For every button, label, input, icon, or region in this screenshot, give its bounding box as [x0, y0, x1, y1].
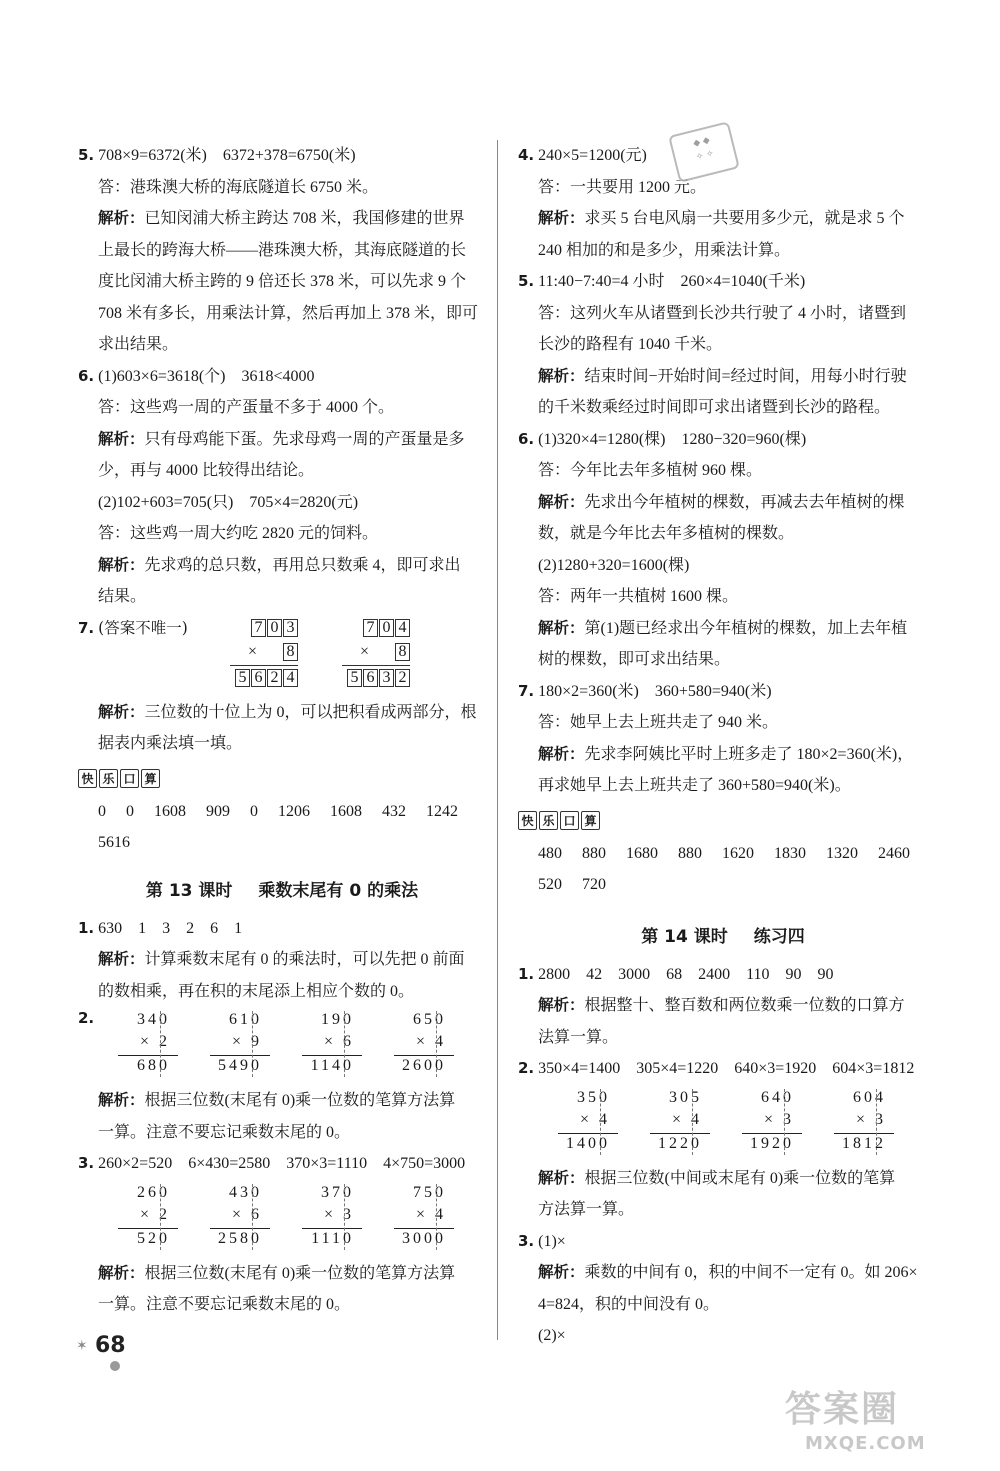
calc-product: 680: [137, 1057, 170, 1074]
watermark-en: MXQE.COM: [805, 1433, 926, 1454]
calc-product: 1920: [750, 1134, 794, 1152]
left-line: [78, 361, 486, 393]
q2-vertical-calcs: [78, 1007, 486, 1085]
left-answer-block-1: [78, 140, 486, 613]
left-q3-vertical-calc: [284, 1180, 376, 1258]
left-analysis-label: 解析：: [98, 950, 145, 968]
left-text: (1)603×6=3618(个) 3618<4000: [98, 367, 315, 385]
left-text: 一算。注意不要忘记乘数末尾的 0。: [98, 1296, 351, 1313]
calc-multiplier: × 2: [139, 1205, 170, 1223]
q3-vertical-calcs: [78, 1180, 486, 1258]
lesson-13-number: 第 13 课时: [145, 880, 233, 901]
watermark-cn: 答案圈: [785, 1389, 900, 1430]
right-question-number: 7.: [518, 681, 535, 700]
right-text: 根据三位数(中间或末尾有 0)乘一位数的笔算: [584, 1169, 896, 1187]
right-line: [518, 518, 928, 550]
left-q3-vertical-calc: [192, 1180, 284, 1258]
decorative-dot: [110, 1361, 120, 1371]
left-q2-vertical-calc: [192, 1007, 284, 1085]
left-line: [78, 518, 486, 550]
left-text: 708×9=6372(米) 6372+378=6750(米): [98, 147, 356, 164]
right-text: 180×2=360(米) 360+580=940(米): [538, 682, 772, 700]
left-line: [78, 581, 486, 613]
right-text: 先求出今年植树的棵数，再减去去年植树的棵: [584, 493, 905, 511]
calc-multiplier: × 6: [231, 1205, 262, 1223]
left-answer-block-2: [78, 697, 486, 760]
right-text: 答：一共要用 1200 元。: [538, 178, 707, 196]
calc-product: 2580: [218, 1229, 262, 1247]
calc-rule: [394, 1055, 454, 1056]
digit-box: 5: [347, 669, 362, 687]
right-text: (2)×: [538, 1327, 566, 1344]
left-question-number: 3.: [78, 1154, 95, 1172]
column-divider: [497, 140, 498, 1340]
oral-answers-right-line-2: 520 720: [538, 876, 606, 893]
digit-box: 5: [235, 669, 250, 687]
digit-box: 7: [251, 619, 266, 637]
left-analysis-label: 解析：: [98, 1263, 145, 1282]
left-text: 630 1 3 2 6 1: [98, 919, 243, 937]
grid-row-multiplier: [244, 643, 298, 661]
digit-box: 8: [395, 643, 410, 661]
left-text: 只有母鸡能下蛋。先求母鸡一周的产蛋量是多: [144, 430, 465, 448]
grid-row-multiplicand: [250, 619, 298, 637]
left-line: [78, 728, 486, 760]
left-line: [78, 550, 486, 582]
box-grid-1: [228, 619, 298, 689]
right-analysis-label: 解析：: [538, 1168, 585, 1187]
right-line: [518, 203, 928, 235]
left-text: 已知闵浦大桥主跨达 708 米，我国修建的世界: [144, 210, 465, 227]
kuaile-char-box: 口: [560, 811, 579, 830]
calc-multiplicand: 650: [413, 1011, 446, 1028]
right-question-number: 6.: [518, 429, 535, 448]
calc-multiplicand: 430: [229, 1183, 262, 1201]
calc-multiplicand: 610: [229, 1011, 262, 1028]
left-q3-vertical-calc: [376, 1180, 468, 1258]
calc-rule: [302, 1055, 362, 1056]
calc-rule: [558, 1133, 618, 1134]
oral-answers-right-line-1: 480 880 1680 880 1620 1830 1320 2460: [538, 844, 910, 862]
kuaile-char-box: 算: [581, 811, 600, 830]
calc-product: 2600: [402, 1057, 446, 1074]
right-text: 根据整十、整百数和两位数乘一位数的口算方: [584, 997, 905, 1014]
right-line: [518, 613, 928, 645]
left-line: [78, 1117, 486, 1149]
box-grid-2: [340, 619, 410, 689]
right-line: [518, 990, 928, 1022]
calc-rule: [118, 1055, 178, 1056]
times-sign: ×: [359, 642, 370, 660]
right-answer-block-2: [518, 959, 928, 1085]
digit-box: 4: [283, 669, 298, 687]
grid-rule: [230, 665, 298, 666]
left-line: [78, 392, 486, 424]
right-text: 第(1)题已经求出今年植树的棵数，加上去年植: [584, 619, 908, 637]
right-question-number: 2.: [518, 1059, 535, 1077]
right-text: 答：两年一共植树 1600 棵。: [538, 588, 739, 605]
left-q3-vertical-calc: [100, 1180, 192, 1258]
right-line: [518, 424, 928, 456]
right-text: 数，就是今年比去年多植树的棵数。: [538, 525, 795, 542]
left-q2-vertical-calc: [284, 1007, 376, 1085]
calc-rule: [210, 1055, 270, 1056]
right-line: [518, 770, 928, 802]
left-question-number: 5.: [78, 146, 95, 164]
right-text: 的千米数乘经过时间即可求出诸暨到长沙的路程。: [538, 399, 891, 416]
left-line: [78, 298, 486, 330]
left-text: 答：这些鸡一周大约吃 2820 元的饲料。: [98, 525, 379, 542]
left-line: [78, 455, 486, 487]
q7-number: 7.: [78, 618, 95, 637]
calc-multiplier: × 3: [323, 1205, 354, 1223]
right-text: (1)×: [538, 1232, 566, 1250]
oral-answers-line-2: 5616: [98, 834, 130, 851]
calc-product: 1812: [842, 1134, 886, 1152]
right-line: [518, 392, 928, 424]
calc-multiplicand: 260: [137, 1183, 170, 1201]
right-text: 答：今年比去年多植树 960 棵。: [538, 462, 763, 479]
digit-box: 2: [267, 669, 282, 687]
left-text: 根据三位数(末尾有 0)乘一位数的笔算方法算: [144, 1092, 456, 1109]
calc-multiplier: × 6: [323, 1033, 354, 1050]
left-q2-vertical-calc: [376, 1007, 468, 1085]
kuaile-kousuan-label: [78, 764, 486, 794]
calc-rule: [394, 1228, 454, 1229]
left-text: 答：港珠澳大桥的海底隧道长 6750 米。: [98, 178, 379, 196]
right-line: [518, 676, 928, 708]
calc-rule: [650, 1133, 710, 1134]
right-line: [518, 298, 928, 330]
left-analysis-label: 解析：: [98, 702, 145, 721]
right-text: 240 相加的和是多少，用乘法计算。: [538, 241, 791, 259]
right-text: (2)1280+320=1600(棵): [538, 556, 690, 574]
left-line: [78, 203, 486, 235]
right-line: [518, 644, 928, 676]
kuaile-char-box: 快: [78, 769, 97, 788]
calc-product: 3000: [402, 1229, 446, 1247]
right-text: 答：这列火车从诸暨到长沙共行驶了 4 小时，诸暨到: [538, 304, 907, 322]
watermark-logo: [785, 1387, 985, 1467]
right-line: [518, 1194, 928, 1226]
calc-rule: [834, 1133, 894, 1134]
lesson-14-title: [518, 915, 928, 959]
kuaile-kousuan-label-right: [518, 806, 928, 836]
stamp-mark: ◆ ◆ ✧ ✧: [668, 121, 740, 183]
left-column: [78, 140, 486, 1321]
right-line: [518, 581, 928, 613]
calc-product: 520: [137, 1229, 170, 1247]
left-line: [78, 424, 486, 456]
kuaile-char-box: 快: [518, 811, 537, 830]
left-text: 一算。注意不要忘记乘数末尾的 0。: [98, 1123, 351, 1141]
right-line: [518, 1320, 928, 1352]
right-line: [518, 1163, 928, 1195]
calc-multiplier: × 4: [579, 1110, 610, 1128]
right-line: [518, 172, 928, 204]
q7-box-puzzle: [78, 613, 486, 697]
right-q2-vertical-calc: [540, 1085, 632, 1163]
left-analysis-label: 解析：: [98, 429, 145, 448]
calc-rule: [210, 1228, 270, 1229]
left-question-number: 1.: [78, 918, 95, 937]
right-text: 答：她早上去上班共走了 940 米。: [538, 714, 779, 731]
calc-multiplicand: 190: [321, 1011, 354, 1028]
digit-box: 2: [395, 669, 410, 687]
left-line: [78, 1148, 486, 1180]
left-text: 结果。: [98, 588, 147, 605]
left-answer-block-4: [78, 1085, 486, 1180]
page-number: 68: [95, 1333, 126, 1358]
digit-box: 4: [395, 619, 410, 637]
right-analysis-label: 解析：: [538, 1263, 585, 1281]
right-line: [518, 361, 928, 393]
left-q2-vertical-calc: [100, 1007, 192, 1085]
right-text: 乘数的中间有 0，积的中间不一定有 0。如 206×: [584, 1264, 918, 1281]
grid-row-multiplier: [356, 643, 410, 661]
lesson-13-name: 乘数末尾有 0 的乘法: [258, 880, 419, 901]
right-text: 240×5=1200(元): [538, 147, 647, 164]
right-line: [518, 707, 928, 739]
right-text: 350×4=1400 305×4=1220 640×3=1920 604×3=1812: [538, 1060, 915, 1077]
right-line: [518, 266, 928, 298]
right-text: 4=824，积的中间没有 0。: [538, 1295, 720, 1313]
calc-multiplier: × 4: [415, 1033, 446, 1050]
right-text: 求买 5 台电风扇一共要用多少元，就是求 5 个: [584, 210, 905, 227]
right-answer-block-3: [518, 1163, 928, 1352]
right-answer-block-1: [518, 140, 928, 802]
left-text: 的数相乘，再在积的末尾添上相应个数的 0。: [98, 982, 415, 1000]
left-text: 260×2=520 6×430=2580 370×3=1110 4×750=3000: [98, 1155, 466, 1172]
right-q2-vertical-calc: [816, 1085, 908, 1163]
left-text: 三位数的十位上为 0，可以把积看成两部分，根: [144, 703, 477, 721]
grid-rule: [342, 665, 410, 666]
left-line: [78, 944, 486, 976]
kuaile-char-box: 乐: [99, 769, 118, 788]
digit-box: 6: [251, 669, 266, 687]
left-line: [78, 1289, 486, 1321]
right-text: 树的棵数，即可求出结果。: [538, 651, 731, 668]
right-line: [518, 1289, 928, 1321]
left-line: [78, 697, 486, 729]
digit-box: 6: [363, 669, 378, 687]
calc-multiplier: × 4: [415, 1205, 446, 1223]
calc-multiplier: × 4: [671, 1110, 702, 1128]
right-question-number: 1.: [518, 964, 535, 983]
star-icon: ✶: [76, 1338, 88, 1354]
left-analysis-label: 解析：: [98, 555, 145, 574]
calc-multiplicand: 340: [137, 1011, 170, 1028]
digit-box: 7: [363, 619, 378, 637]
calc-rule: [302, 1228, 362, 1229]
left-question-number: 6.: [78, 366, 95, 385]
left-line: [78, 235, 486, 267]
right-line: [518, 455, 928, 487]
grid-row-product: [234, 669, 298, 687]
right-line: [518, 959, 928, 991]
calc-product: 1220: [658, 1134, 702, 1152]
digit-box: 0: [379, 619, 394, 637]
kuaile-char-box: 口: [120, 769, 139, 788]
right-analysis-label: 解析：: [538, 618, 585, 637]
right-line: [518, 487, 928, 519]
calc-rule: [742, 1133, 802, 1134]
calc-multiplier: × 9: [231, 1033, 262, 1050]
right-line: [518, 329, 928, 361]
calc-product: 1110: [311, 1229, 354, 1247]
right-text: 2800 42 3000 68 2400 110 90 90: [538, 965, 834, 983]
lesson-14-name: 练习四: [753, 926, 805, 947]
right-text: 长沙的路程有 1040 千米。: [538, 336, 723, 353]
right-q2-vertical-calc: [632, 1085, 724, 1163]
calc-multiplier: × 3: [763, 1110, 794, 1128]
calc-multiplicand: 640: [761, 1088, 794, 1106]
calc-rule: [118, 1228, 178, 1229]
kuaile-char-box: 乐: [539, 811, 558, 830]
left-text: 求出结果。: [98, 336, 179, 353]
left-text: 答：这些鸡一周的产蛋量不多于 4000 个。: [98, 399, 395, 416]
left-text: 根据三位数(末尾有 0)乘一位数的笔算方法算: [144, 1264, 456, 1282]
right-line: [518, 1226, 928, 1258]
left-text: 708 米有多长，用乘法计算，然后再加上 378 米，即可: [98, 304, 479, 322]
right-analysis-label: 解析：: [538, 366, 585, 385]
grid-row-multiplicand: [362, 619, 410, 637]
right-line: [518, 550, 928, 582]
left-text: 上最长的跨海大桥——港珠澳大桥，其海底隧道的长: [98, 241, 467, 259]
left-line: [78, 913, 486, 945]
left-line: [78, 487, 486, 519]
digit-box: 3: [283, 619, 298, 637]
left-analysis-label: 解析：: [98, 209, 145, 227]
right-line: [518, 1022, 928, 1054]
calc-product: 1140: [310, 1057, 354, 1074]
digit-box: 0: [267, 619, 282, 637]
right-column: [518, 140, 928, 1352]
left-line: [78, 172, 486, 204]
left-analysis-label: 解析：: [98, 1091, 145, 1109]
left-text: 计算乘数末尾有 0 的乘法时，可以先把 0 前面: [144, 951, 465, 968]
right-q2-vertical-calc: [724, 1085, 816, 1163]
right-analysis-label: 解析：: [538, 996, 585, 1014]
calc-multiplicand: 604: [853, 1088, 886, 1106]
left-text: 少，再与 4000 比较得出结论。: [98, 462, 315, 479]
left-line: [78, 140, 486, 172]
oral-answers-line-1: 0 0 1608 909 0 1206 1608 432 1242: [98, 802, 458, 820]
calc-multiplicand: 370: [321, 1183, 354, 1201]
right-text: 方法算一算。: [538, 1201, 635, 1218]
lesson-13-title: [78, 869, 486, 913]
right-analysis-label: 解析：: [538, 744, 585, 763]
calc-product: 1400: [566, 1134, 610, 1152]
calc-multiplicand: 305: [669, 1088, 702, 1106]
left-line: [78, 266, 486, 298]
right-line: [518, 235, 928, 267]
left-line: [78, 1085, 486, 1117]
right-analysis-label: 解析：: [538, 492, 585, 511]
calc-multiplicand: 350: [577, 1088, 610, 1106]
right-text: 法算一算。: [538, 1028, 619, 1046]
calc-multiplier: × 2: [139, 1033, 170, 1050]
right-question-number: 4.: [518, 146, 535, 164]
right-text: 11:40−7:40=4 小时 260×4=1040(千米): [538, 273, 806, 290]
times-sign: ×: [247, 642, 258, 660]
left-answer-block-5: [78, 1258, 486, 1321]
kuaile-char-box: 算: [141, 769, 160, 788]
right-text: (1)320×4=1280(棵) 1280−320=960(棵): [538, 430, 807, 448]
q2-number: 2.: [78, 1009, 95, 1027]
left-text: 度比闵浦大桥主跨的 9 倍还长 378 米，可以先求 9 个: [98, 273, 467, 290]
calc-multiplier: × 3: [855, 1110, 886, 1128]
right-line: [518, 739, 928, 771]
left-text: 先求鸡的总只数，再用总只数乘 4，即可求出: [144, 556, 461, 574]
right-question-number: 5.: [518, 272, 535, 290]
right-question-number: 3.: [518, 1231, 535, 1250]
right-q2-vertical-calcs: [518, 1085, 928, 1163]
right-line: [518, 1053, 928, 1085]
right-text: 再求她早上去上班共走了 360+580=940(米)。: [538, 777, 851, 794]
lesson-14-number: 第 14 课时: [641, 926, 728, 947]
left-text: (2)102+603=705(只) 705×4=2820(元): [98, 493, 359, 511]
calc-multiplicand: 750: [413, 1183, 446, 1201]
digit-box: 3: [379, 669, 394, 687]
right-text: 先求李阿姨比平时上班多走了 180×2=360(米)，: [584, 745, 914, 763]
left-answer-block-3: [78, 913, 486, 1008]
grid-row-product: [346, 669, 410, 687]
right-analysis-label: 解析：: [538, 209, 585, 227]
calc-product: 5490: [218, 1057, 262, 1074]
right-line: [518, 1257, 928, 1289]
left-line: [78, 1258, 486, 1290]
left-line: [78, 329, 486, 361]
right-text: 结束时间−开始时间=经过时间，用每小时行驶: [584, 367, 907, 385]
left-text: 据表内乘法填一填。: [98, 735, 243, 752]
digit-box: 8: [283, 643, 298, 661]
left-line: [78, 976, 486, 1008]
q7-note: (答案不唯一): [98, 618, 188, 637]
